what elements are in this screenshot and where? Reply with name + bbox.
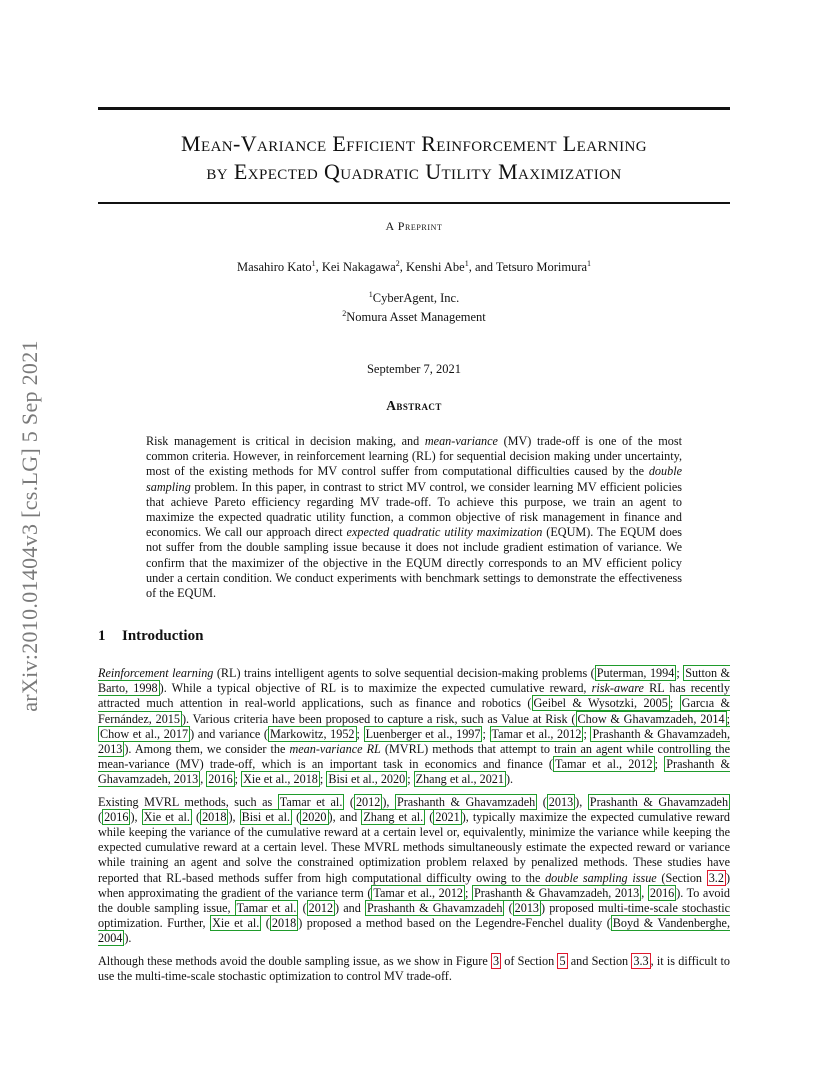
citation-link[interactable]: Prashanth & Ghavamzadeh (589, 794, 729, 809)
preprint-label: A Preprint (385, 219, 443, 233)
citation-link[interactable]: Chow et al., 2017 (100, 726, 189, 741)
citation-link[interactable]: Xie et al. (143, 809, 190, 824)
cross-reference-link[interactable]: 3.3 (633, 953, 649, 968)
citation-link[interactable]: Geibel & Wysotzki, 2005 (533, 696, 668, 711)
affiliation (98, 287, 730, 306)
author-name: Kei Nakagawa (321, 260, 396, 275)
citation-link[interactable]: Tamar et al. (236, 901, 297, 916)
citation-link[interactable]: Prashanth & Ghavamzadeh, 2013 (98, 757, 731, 787)
citation-link[interactable]: 2012 (355, 794, 381, 809)
citation-link[interactable]: Markowitz, 1952 (269, 726, 355, 741)
emphasis: mean-variance RL (289, 742, 381, 757)
citation-link[interactable]: 2016 (104, 809, 129, 824)
author-affiliation-mark: 1 (587, 259, 592, 268)
affiliation-number: 1 (368, 290, 373, 299)
author-affiliation-mark: 1 (464, 259, 469, 268)
citation-link[interactable]: 2012 (308, 901, 334, 916)
citation-link[interactable]: 2013 (548, 794, 574, 809)
cross-reference-link[interactable]: 3.2 (708, 870, 724, 885)
citation-link[interactable]: Tamar et al., 2012 (373, 885, 464, 900)
citation-link[interactable]: Tamar et al., 2012 (555, 757, 653, 772)
citation-link[interactable]: Zhang et al. (363, 809, 424, 824)
abstract-heading: Abstract (386, 398, 442, 413)
citation-link[interactable]: Xie et al., 2018 (243, 772, 318, 787)
citation-link[interactable]: Boyd & Vandenberghe, 2004 (98, 916, 730, 946)
citation-link[interactable]: 2016 (208, 772, 233, 787)
body-paragraph: Although these methods avoid the double sampling issue, as we show in Figure 3 of Section 5 and Section 3.3 , it is difficult to use the multi-time-scale stochastic optimization to control MV trade-off. (98, 953, 730, 983)
cross-reference-link[interactable]: 3 (492, 953, 500, 968)
title-top-rule (98, 107, 730, 110)
citation-link[interactable]: 2013 (514, 901, 540, 916)
arxiv-sidebar-stamp (10, 296, 50, 756)
citation-link[interactable]: 2016 (649, 885, 675, 900)
author-affiliation-mark: 1 (311, 259, 316, 268)
author-affiliation-mark: 2 (395, 259, 400, 268)
author-name: Kenshi Abe (406, 260, 465, 275)
citation-link[interactable]: 2021 (435, 809, 460, 824)
abstract-text: Risk management is critical in decision making, and mean-variance (MV) trade-off is one of the most common criteria. However, in reinforcement learning (RL) for sequential decision making under uncertainty, most of the existing methods for MV control suffer from computational difficulties caused by the double sampling problem. In this paper, in contrast to strict MV control, we consider learning MV efficient policies that achieve Pareto efficiency regarding MV trade-off. To achieve this purpose, we train an agent to maximize the expected quadratic utility function, a common objective of risk management in finance and economics. We call our approach direct expected quadratic utility maximization (EQUM). The EQUM does not suffer from the double sampling issue because it does not include gradient estimation of variance. We confirm that the maximizer of the objective in the EQUM directly corresponds to an MV efficient policy under a certain condition. We conduct experiments with benchmark settings to demonstrate the effectiveness of the EQUM. (146, 434, 683, 601)
author-name: Tetsuro Morimura (495, 260, 588, 275)
publication-date: September 7, 2021 (366, 362, 462, 376)
citation-link[interactable]: Tamar et al. (279, 794, 343, 809)
affiliation-name: Nomura Asset Management (346, 310, 486, 325)
emphasis: double sampling (146, 464, 682, 494)
citation-link[interactable]: Prashanth & Ghavamzadeh, 2013 (98, 726, 731, 757)
citation-link[interactable]: Bisi et al. (241, 809, 291, 824)
citation-link[interactable]: Prashanth & Ghavamzadeh (366, 901, 503, 916)
citation-link[interactable]: Xie et al. (212, 916, 260, 931)
author-list: Masahiro Kato$^1$, Kei Nakagawa$^2$, Kenshi Abe$^1$, and Tetsuro Morimura$^1$ (236, 259, 592, 275)
affiliation (98, 306, 730, 325)
citation-link[interactable]: Bisi et al., 2020 (328, 772, 406, 787)
emphasis: risk-aware (591, 681, 644, 696)
paper-title-line-1: Mean-Variance Efficient Reinforcement Learning (181, 131, 647, 156)
citation-link[interactable]: Garcıa & Fernández, 2015 (98, 696, 730, 726)
affiliation-number: 2 (342, 309, 347, 319)
paper-title-line-2: by Expected Quadratic Utility Maximization (206, 159, 622, 184)
citation-link[interactable]: Prashanth & Ghavamzadeh (396, 794, 536, 809)
emphasis: expected quadratic utility maximization (346, 525, 543, 540)
affiliation-list (98, 287, 730, 325)
title-bottom-rule (98, 202, 730, 204)
arxiv-id: arXiv:2010.01404v3 [cs.LG] 5 Sep 2021 (17, 340, 42, 712)
emphasis: Reinforcement learning (98, 666, 214, 680)
body-paragraph: Reinforcement learning (RL) trains intelligent agents to solve sequential decision-making problems ( Puterman, 1994 ; Sutton & Barto, 1998 ). While a typical objective of RL is to maximize the expected cumulative reward, risk-aware RL has recently attracted much attention in real-world applications, such as finance and robotics ( Geibel & Wysotzki, 2005 ; Garcıa & Fernández, 2015 ). Various criteria have been proposed to capture a risk, such as Value at Risk ( Chow & Ghavamzadeh, 2014 ; Chow et al., 2017 ) and variance ( Markowitz, 1952 ; Luenberger et al., 1997 ; Tamar et al., 2012 ; Prashanth & Ghavamzadeh, 2013 ). Among them, we consider the mean-variance RL (MVRL) methods that attempt to train an agent while controlling the mean-variance (MV) trade-off, which is an important task in economics and finance ( Tamar et al., 2012 ; Prashanth & Ghavamzadeh, 2013 , 2016 ; Xie et al., 2018 ; Bisi et al., 2020 ; Zhang et al., 2021 ). (98, 666, 731, 787)
citation-link[interactable]: Luenberger et al., 1997 (365, 726, 481, 741)
citation-link[interactable]: Zhang et al., 2021 (415, 772, 504, 787)
author-name: Masahiro Kato (236, 260, 312, 275)
body-paragraph: Existing MVRL methods, such as Tamar et al. ( 2012 ), Prashanth & Ghavamzadeh ( 2013 ), Prashanth & Ghavamzadeh ( 2016 ), Xie et al. ( 2018 ), Bisi et al. ( 2020 ), and Zhang et al. ( 2021 ), typically maximize the expected cumulative reward while keeping the variance of the cumulative reward at a certain level or, equivalently, minimize the variance while keeping the expected cumulative reward at a certain level. These MVRL methods simultaneously estimate the expected reward or variance while training an agent and solve the constrained optimization problem relaxed by penalized methods. These studies have reported that RL-based methods suffer from high computational difficulty owing to the double sampling issue (Section 3.2 ) when approximating the gradient of the variance term ( Tamar et al., 2012 ; Prashanth & Ghavamzadeh, 2013 , 2016 ). To avoid the double sampling issue, Tamar et al. ( 2012 ) and Prashanth & Ghavamzadeh ( 2013 ) proposed multi-time-scale stochastic optimization. Further, Xie et al. ( 2018 ) proposed a method based on the Legendre-Fenchel duality ( Boyd & Vandenberghe, 2004 ). (98, 794, 731, 946)
citation-link[interactable]: 2018 (202, 809, 227, 824)
affiliation-name: CyberAgent, Inc. (372, 291, 460, 306)
abstract (146, 434, 682, 601)
cross-reference-link[interactable]: 5 (559, 953, 566, 968)
section-number: 1 (98, 628, 106, 644)
citation-link[interactable]: 2018 (271, 916, 297, 931)
emphasis: mean-variance (424, 434, 498, 448)
citation-link[interactable]: Sutton & Barto, 1998 (98, 666, 730, 696)
section-heading (98, 628, 203, 645)
introduction-body (98, 666, 730, 991)
citation-link[interactable]: 2020 (302, 809, 327, 824)
citation-link[interactable]: Prashanth & Ghavamzadeh, 2013 (473, 885, 640, 900)
citation-link[interactable]: Chow & Ghavamzadeh, 2014 (577, 711, 725, 726)
section-title: Introduction (122, 628, 204, 644)
citation-link[interactable]: Puterman, 1994 (596, 666, 675, 680)
paper-title (98, 130, 730, 186)
citation-link[interactable]: Tamar et al., 2012 (491, 726, 582, 741)
emphasis: double sampling issue (545, 870, 657, 885)
